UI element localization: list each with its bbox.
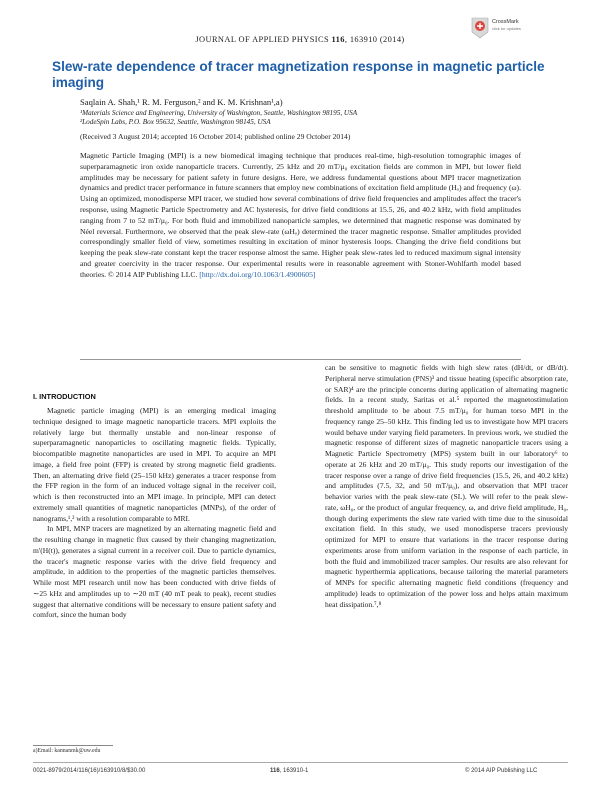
footer-code: 0021-8979/2014/116(16)/163910/8/$30.00 [33,768,146,774]
paragraph: can be sensitive to magnetic fields with high slew rates (dH/dt, or dB/dt). Peripheral nerve stimulation (PNS)³ and tissue heating (specific absorption rate, or SAR)⁴ are the principle concerns during application of alternating magnetic fields. In a recent study, Saritas et al.⁵ reported the magnetostimulation threshold amplitude to be about 7.5 mT/μ₀ for human torso MPI in the frequency range 25–50 kHz. This finding led us to investigate how MPI tracers would behave under varying field parameters. In previous work, we studied the magnetic response of different sizes of magnetic nanoparticle tracers using a Magnetic Particle Spectrometry (MPS) system built in our laboratory⁶ to operate at 26 kHz and 20 mT/μ₀. This study reports our investigation of the tracer response over a range of drive field frequencies (15.5, 26, and 40.2 kHz) and amplitudes (7.5, 32, and 50 mT/μ₀), and observation that MPI tracer behavior varies with the peak slew-rate (SL). We will refer to the peak slew-rate, ωH₀, or the product of angular frequency, ω, and drive field amplitude, H₀, though during experiments the slew rate varied with time due to the sinusoidal excitation field. In this study, we used monodisperse tracers previously optimized for MPI to ensure that variations in the tracer response during experiments arose from uniform variation in the response of each particle, in both the fluid and immobilized tracer samples. Our results are also relevant for magnetic hyperthermia applications, because tailoring the material parameters of MNPs for specific alternating magnetic field conditions (frequency and amplitude) leads to optimization of the power loss and helps attain maximum heat dissipation.⁷,⁸ [325,363,568,609]
journal-name: JOURNAL OF APPLIED PHYSICS [195,35,330,44]
paragraph: Magnetic particle imaging (MPI) is an emerging medical imaging technique designed to image magnetic nanoparticle tracers. MPI exploits the relatively large but thermally unstable and non-linear response of superparamagnetic nanoparticles to oscillating magnetic fields. Typically, biocompatible magnetite nanoparticles are used in MPI. To acquire an MPI image, a field free point (FFP) is created by strong magnetic field gradients. Then, an alternating drive field (25–150 kHz) generates a tracer response from the FFP region in the form of an induced voltage signal in the receiver coil, which is then reconstructed into an MPI image. In principle, MPI can detect extremely small quantities of magnetic nanoparticles (MNPs), of the order of nanograms,¹,² with a resolution comparable to MRI. [33,406,276,523]
paragraph: In MPI, MNP tracers are magnetized by an alternating magnetic field and the resulting change in magnetic flux caused by their changing magnetization, m'(H(t)), generates a signal current in a receiver coil. Due to particle dynamics, the tracer's magnetic response varies with the drive field frequency and amplitude, in addition to the properties of the magnetic particles themselves. While most MPI research until now has been conducted with drive fields of ∼25 kHz and amplitudes up to ∼20 mT (40 mT peak to peak), recent studies suggest that alternative conditions will be necessary to ensure patient safety and comfort, since the human body [33,524,276,620]
paper-title: Slew-rate dependence of tracer magnetization response in magnetic particle imaging [52,59,545,90]
crossmark-logo[interactable] [470,16,548,50]
abstract-text: Magnetic Particle Imaging (MPI) is a new biomedical imaging technique that produces real-time, high-resolution tomographic images of superparamagnetic iron oxide nanoparticle tracers. Currently, 25 kHz and 20 mT/μ₀ excitation fields are common in MPI, but lower field amplitudes may be necessary for patient safety in future designs. Here, we address fundamental questions about MPI tracer magnetization dynamics and predict tracer performance in future scanners that employ new combinations of excitation field amplitude (Hₒ) and frequency (ω). Using an optimized, monodisperse MPI tracer, we studied how several combinations of drive field frequencies and amplitudes affect the tracer's response, using Magnetic Particle Spectrometry and AC hysteresis, for drive field conditions at 15.5, 26, and 40.2 kHz, with field amplitudes ranging from 7 to 52 mT/μ₀. For both fluid and immobilized nanoparticle samples, we determined that magnetic response was dominated by Néel reversal. Furthermore, we observed that the peak slew-rate (ωHₒ) determined the tracer magnetic response. Smaller amplitudes provided correspondingly smaller field of view, sometimes resulting in excitation of minor hysteresis loops. Changing the drive field conditions but keeping the peak slew-rate constant kept the tracer response almost the same. Higher peak slew-rates led to reduced maximum signal intensity and greater coercivity in the tracer response. Our experimental results were in reasonable agreement with Stoner-Wohlfarth model based theories. © 2014 AIP Publishing LLC. [80,151,521,279]
author-list: Saqlain A. Shah,¹ R. M. Ferguson,² and K. M. Krishnan¹,a) [80,97,283,107]
affiliation-1: ¹Materials Science and Engineering, University of Washington, Seattle, Washington 98195, USA [80,109,358,117]
footer-copyright: © 2014 AIP Publishing LLC [465,768,538,774]
page-volume: 116 [270,768,280,774]
page-number [270,768,308,774]
doi-link[interactable]: [http://dx.doi.org/10.1063/1.4900605] [199,269,316,279]
section-heading: I. INTRODUCTION [33,392,96,401]
page-id: , 163910-1 [279,768,309,774]
abstract [80,151,521,281]
footer-divider [33,762,568,763]
journal-header [150,35,450,44]
received-dates: (Received 3 August 2014; accepted 16 October 2014; published online 29 October 2014) [80,132,351,141]
footnote-divider [33,745,113,746]
left-column [33,406,276,621]
footnote: a)Email: kannanmk@uw.edu [33,748,101,754]
journal-article: , 163910 (2014) [344,35,405,44]
crossmark-label: CrossMark [492,19,519,25]
crossmark-icon [470,16,490,40]
right-column [325,363,568,610]
journal-volume: 116 [331,35,345,44]
abstract-divider [80,359,521,360]
affiliation-2: ²LodeSpin Labs, P.O. Box 95632, Seattle, Washington 98145, USA [80,118,271,126]
crossmark-sub: click for updates [492,26,521,31]
